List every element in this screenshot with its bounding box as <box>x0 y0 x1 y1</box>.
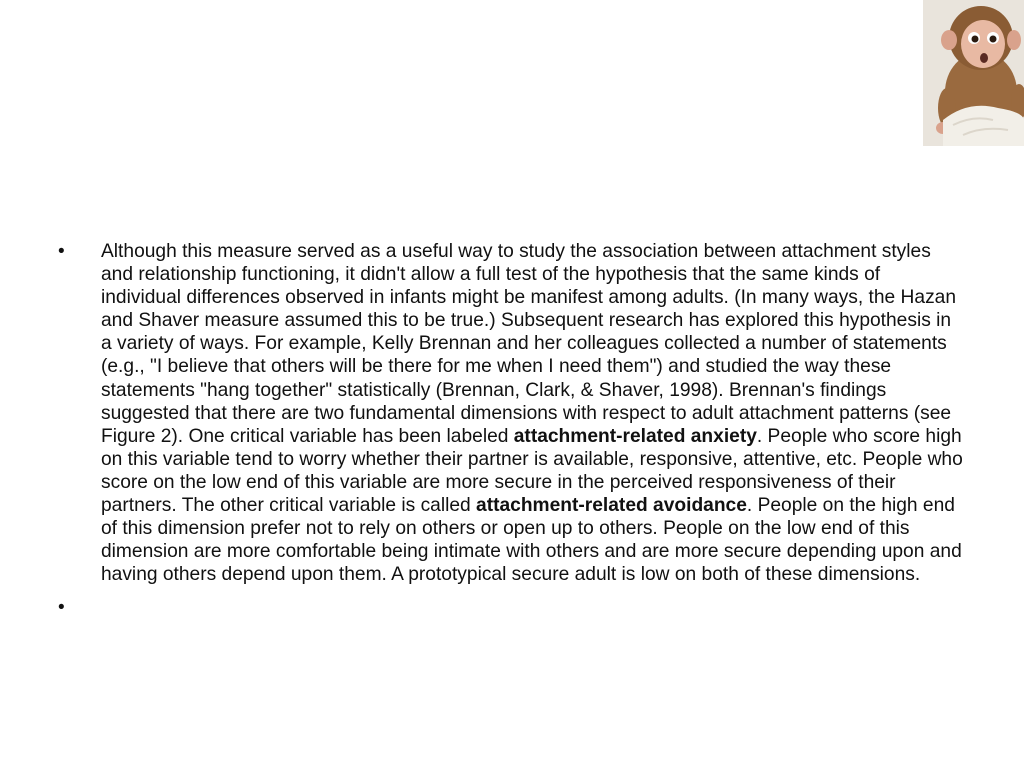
text-segment: Although this measure served as a useful way to study the association between attachment styles and relationship functioning, it didn't allow a full test of the hypothesis that the same kinds of individual differences observed in infants might be manifest among adults. (In many ways, the Hazan and Shaver measure assumed this to be true.) Subsequent research has explored this hypothesis in a variety of ways. For example, Kelly Brennan and her colleagues collected a number of statements (e.g., "I believe that others will be there for me when I need them") and studied the way these statements "hang together" statistically (Brennan, Clark, & Shaver, 1998). Brennan's findings suggested that there are two fundamental dimensions with respect to adult attachment patterns (see Figure 2). One critical variable has been labeled <box>101 241 957 447</box>
bullet-text <box>101 240 963 586</box>
text-segment: . People who score high on this variable tend to worry whether their partner is available, responsive, attentive, etc. People who score on the low end of this variable are more secure in the perceived responsiveness of their partners. The other critical variable is called <box>101 425 963 517</box>
empty-bullet-item <box>58 596 963 620</box>
bullet-marker: • <box>58 241 65 262</box>
bullet-item <box>58 240 963 586</box>
baby-monkey-photo <box>923 0 1024 146</box>
bullet-marker: • <box>58 597 65 619</box>
term-attachment-related-avoidance: attachment-related avoidance <box>476 495 747 517</box>
text-segment: . People on the high end of this dimension prefer not to rely on others or open up to others. People on the low end of this dimension are more comfortable being intimate with others and are more secure depending upon and having others depend upon them. A prototypical secure adult is low on both of these dimensions. <box>101 495 962 586</box>
term-attachment-related-anxiety: attachment-related anxiety <box>513 425 757 447</box>
baby-monkey-illustration <box>923 0 1024 146</box>
slide-content <box>58 240 963 620</box>
